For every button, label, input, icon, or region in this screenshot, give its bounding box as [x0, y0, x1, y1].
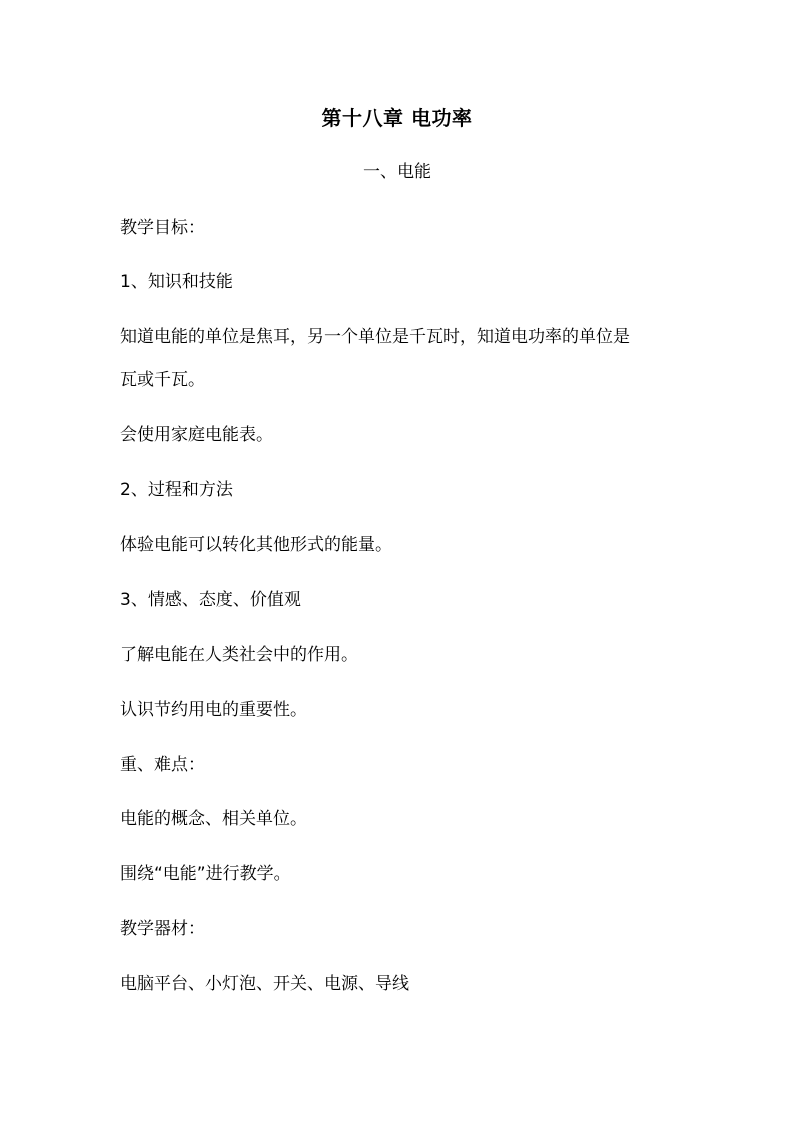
heading-key-difficult-points: 重、难点：	[120, 755, 205, 775]
heading-teaching-objectives: 教学目标：	[120, 218, 205, 238]
paragraph-line: 体验电能可以转化其他形式的能量。	[120, 535, 392, 555]
heading-teaching-equipment: 教学器材：	[120, 919, 205, 939]
chapter-title: 第十八章 电功率	[321, 106, 473, 130]
paragraph-line: 会使用家庭电能表。	[120, 425, 273, 445]
subheading-emotion-attitude-values: 3、情感、态度、价值观	[120, 590, 301, 610]
paragraph-line: 认识节约用电的重要性。	[120, 700, 307, 720]
subheading-knowledge-skills: 1、知识和技能	[120, 272, 233, 292]
paragraph-line: 了解电能在人类社会中的作用。	[120, 645, 358, 665]
paragraph-line: 知道电能的单位是焦耳，另一个单位是千瓦时，知道电功率的单位是	[120, 327, 630, 347]
subheading-process-methods: 2、过程和方法	[120, 480, 233, 500]
section-title: 一、电能	[363, 162, 431, 182]
paragraph-line: 电脑平台、小灯泡、开关、电源、导线	[120, 974, 409, 994]
paragraph-line: 瓦或千瓦。	[120, 370, 205, 390]
paragraph-line: 电能的概念、相关单位。	[120, 809, 307, 829]
paragraph-line: 围绕“电能”进行教学。	[120, 864, 291, 884]
